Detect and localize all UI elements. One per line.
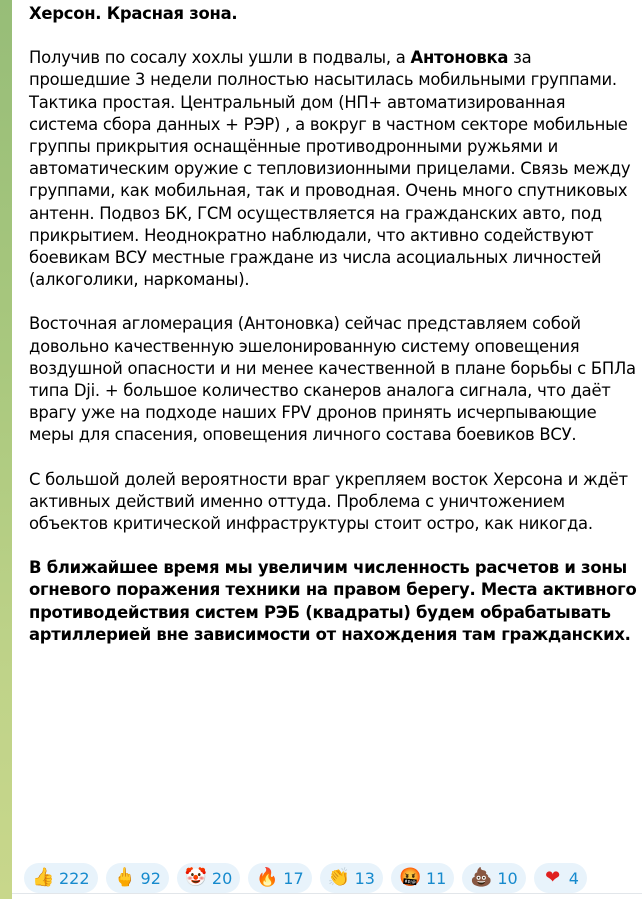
reaction-count: 11 [425,868,447,888]
reaction-clown[interactable] [177,863,240,893]
chat-wallpaper [0,0,12,899]
clapping-hands-icon: 👏 [327,867,351,888]
reaction-count: 222 [59,868,90,888]
message-text [29,0,637,646]
message-title: Херсон. Красная зона. [29,4,238,23]
reaction-clapping[interactable] [320,863,383,893]
message-paragraph-4: В ближайшее время мы увеличим численность расчетов и зоны огневого поражения техники на правом берегу. Места активного противодействия систем РЭБ (квадраты) будем обрабатывать артиллерией вне зависимости от нахождения там гражданских. [29,558,637,644]
reaction-count: 92 [140,868,161,888]
reaction-swearing[interactable] [391,863,454,893]
reaction-middle-finger[interactable] [106,863,169,893]
reaction-count: 4 [568,868,579,888]
reaction-fire[interactable] [248,863,311,893]
message-paragraph-1 [29,47,637,291]
reaction-thumbs-up[interactable] [24,863,98,893]
message-paragraph-2: Восточная агломерация (Антоновка) сейчас представляем собой довольно качественную эшелонированную систему оповещения воздушной опасности и ни менее качественной в плане борьбы с БПЛа типа Dji. + большое количество сканеров аналога сигнала, что даёт врагу уже на подходе наших FPV дронов принять исчерпывающие меры для спасения, оповещения личного состава боевиков ВСУ. [29,314,636,445]
swearing-face-icon: 🤬 [398,867,422,888]
paragraph-1-rest: за прошедшие 3 недели полностью насытилась мобильными группами. Тактика простая. Центральный дом (НП+ автоматизированная система сбора данных + РЭР) , а вокруг в частном секторе мобильные группы прикрытия оснащённые противодронными ружьями и автоматическим оружие с тепловизионными прицелами. Связь между группами, как мобильная, так и проводная. Очень много спутниковых антенн. Подвоз БК, ГСМ осуществляется на гражданских авто, под прикрытием. Неоднократно наблюдали, что активно содействуют боевикам ВСУ местные граждане из числа асоциальных личностей (алкоголики, наркоманы). [29,48,631,290]
message-paragraph-3: С большой долей вероятности враг укрепляем восток Херсона и ждёт активных действий именно оттуда. Проблема с уничтожением объектов критической инфраструктуры стоит остро, как никогда. [29,469,628,534]
pile-of-poo-icon: 💩 [470,867,493,888]
middle-finger-icon: 🖕 [113,867,136,888]
fire-icon: 🔥 [256,867,279,888]
reaction-heart[interactable] [534,863,587,893]
clown-face-icon: 🤡 [184,867,208,888]
divider [12,893,642,894]
paragraph-1-bold-place: Антоновка [410,48,509,68]
thumbs-up-icon: 👍 [32,867,55,888]
reactions-bar [24,863,587,893]
reaction-poo[interactable] [462,863,525,893]
reaction-count: 13 [354,868,375,888]
paragraph-1-prefix: Получив по сосалу хохлы ушли в подвалы, а [29,48,411,68]
reaction-count: 10 [497,868,518,888]
reaction-count: 17 [283,868,304,888]
red-heart-icon: ❤ [545,867,561,888]
reaction-count: 20 [211,868,233,888]
